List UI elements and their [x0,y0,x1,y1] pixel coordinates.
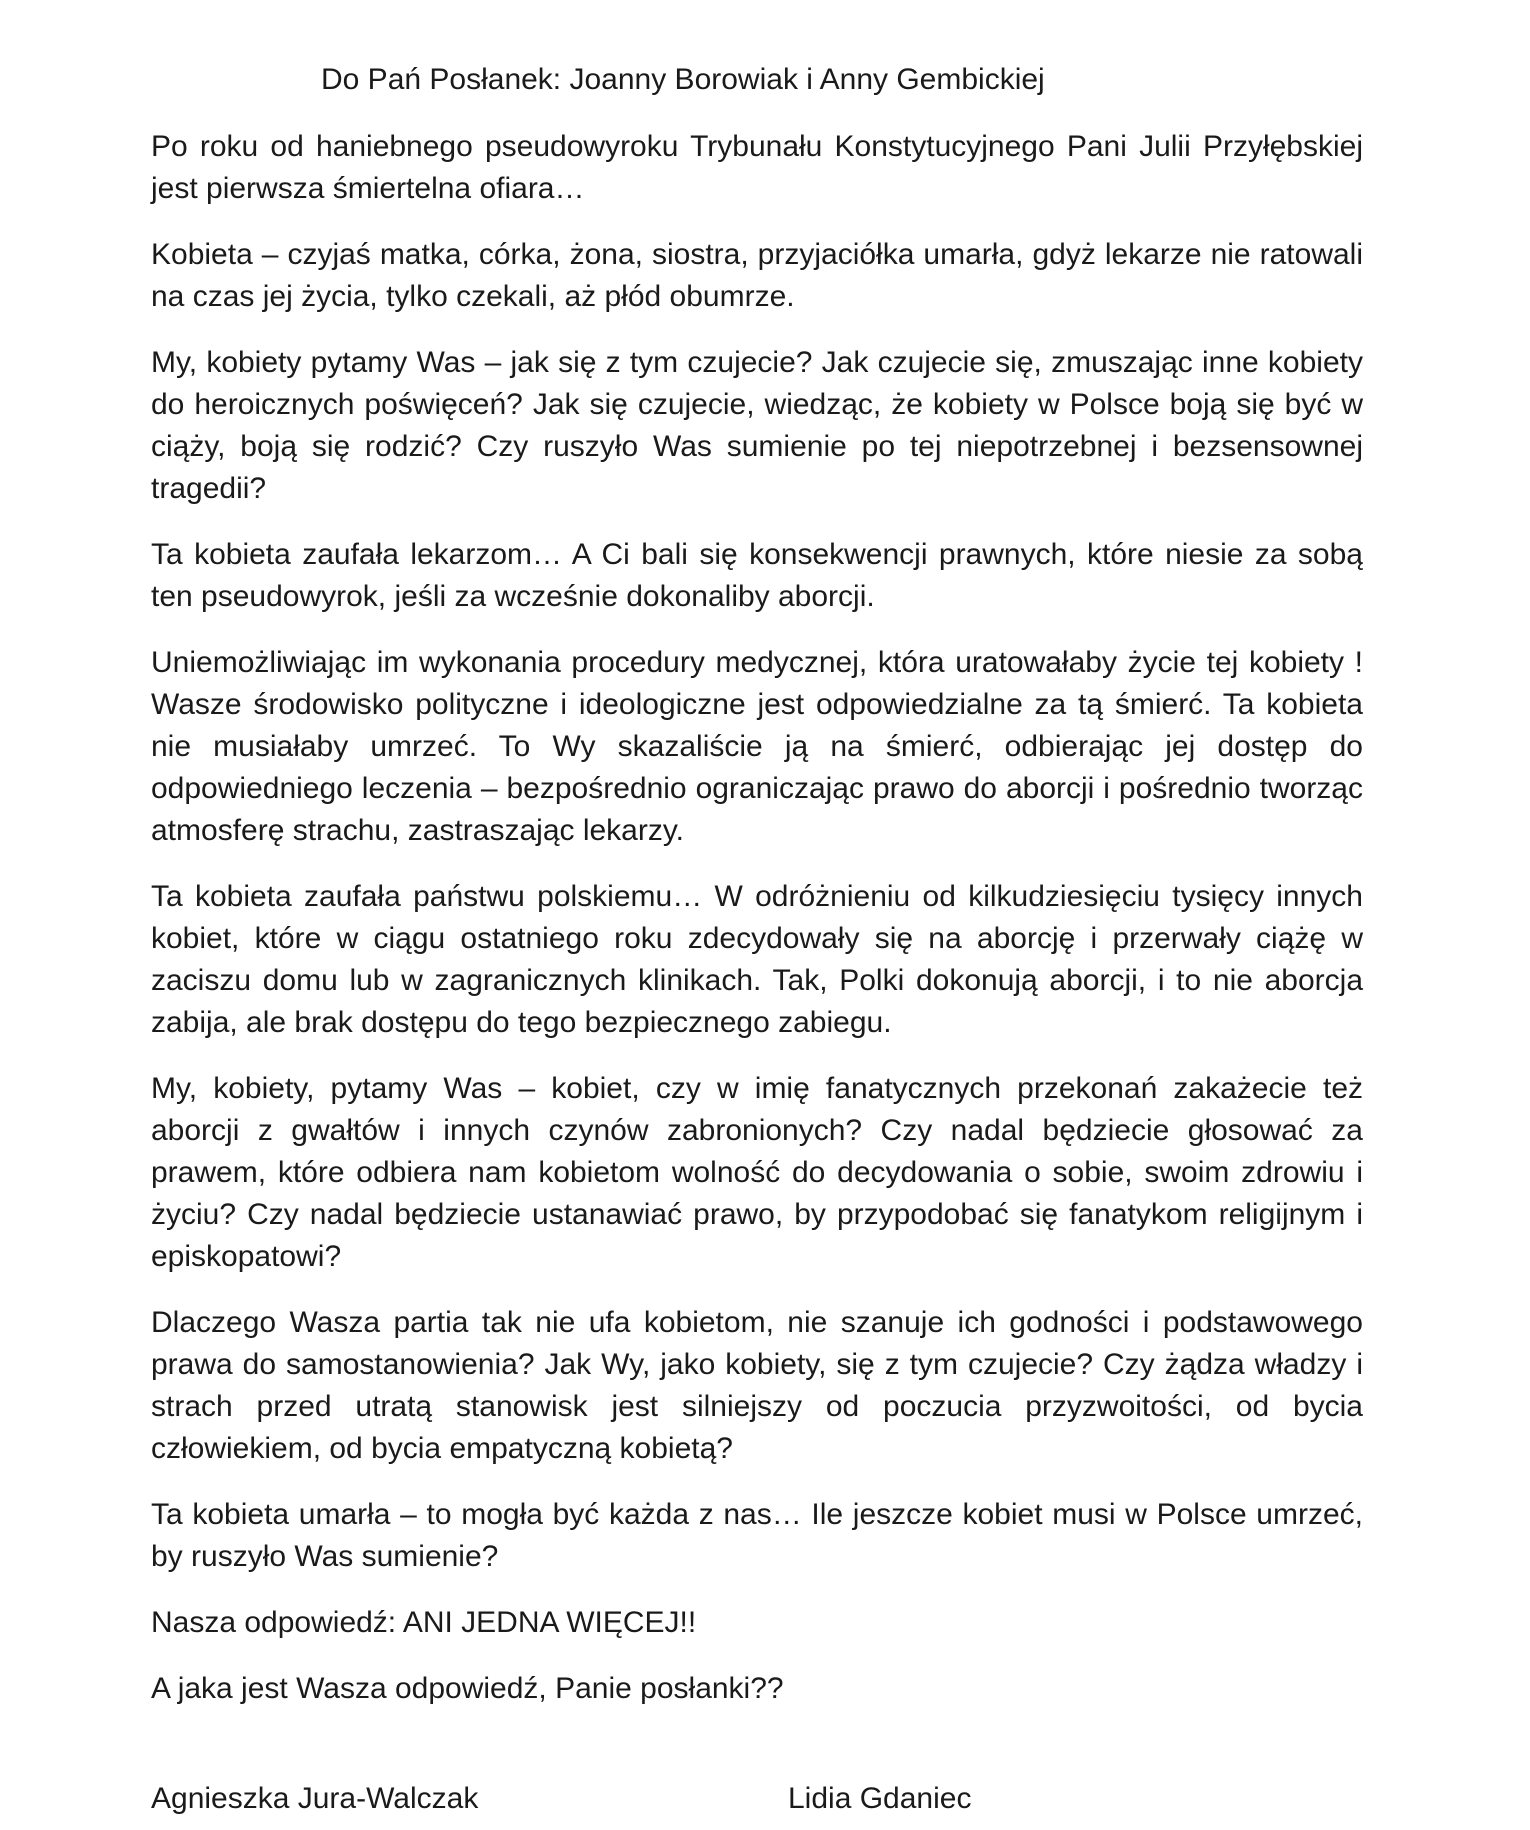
paragraph-1: Po roku od haniebnego pseudowyroku Trybunału Konstytucyjnego Pani Julii Przyłębskiej jest pierwsza śmiertelna ofiara… [151,130,1363,205]
paragraph-7: My, kobiety, pytamy Was – kobiet, czy w imię fanatycznych przekonań zakażecie też aborcji z gwałtów i innych czynów zabronionych? Czy nadal będziecie głosować za prawem, które odbiera nam kobietom wolność do decydowania o sobie, swoim zdrowiu i życiu? Czy nadal będziecie ustanawiać prawo, by przypodobać się fanatykom religijnym i episkopatowi? [151,1072,1363,1273]
paragraph-5: Uniemożliwiając im wykonania procedury medycznej, która uratowałaby życie tej kobiety ! Wasze środowisko polityczne i ideologiczne jest odpowiedzialne za tą śmierć. Ta kobieta nie musiałaby umrzeć. To Wy skazaliście ją na śmierć, odbierając jej dostęp do odpowiedniego leczenia – bezpośrednio ograniczając prawo do aborcji i pośrednio tworząc atmosferę strachu, zastraszając lekarzy. [151,646,1363,847]
paragraph-3: My, kobiety pytamy Was – jak się z tym czujecie? Jak czujecie się, zmuszając inne kobiety do heroicznych poświęceń? Jak się czujecie, wiedząc, że kobiety w Polsce boją się być w ciąży, boją się rodzić? Czy ruszyło Was sumienie po tej niepotrzebnej i bezsensownej tragedii? [151,346,1363,505]
signatures [151,1778,1363,1820]
paragraph-11: A jaka jest Wasza odpowiedź, Panie posłanki?? [151,1672,784,1705]
signature-right: Lidia Gdaniec [788,1782,972,1815]
paragraph-8: Dlaczego Wasza partia tak nie ufa kobietom, nie szanuje ich godności i podstawowego prawa do samostanowienia? Jak Wy, jako kobiety, się z tym czujecie? Czy żądza władzy i strach przed utratą stanowisk jest silniejszy od poczucia przyzwoitości, od bycia człowiekiem, od bycia empatyczną kobietą? [151,1306,1363,1465]
paragraph-4: Ta kobieta zaufała lekarzom… A Ci bali się konsekwencji prawnych, które niesie za sobą ten pseudowyrok, jeśli za wcześnie dokonaliby aborcji. [151,538,1363,613]
letter-body [151,126,1363,1734]
paragraph-9: Ta kobieta umarła – to mogła być każda z nas… Ile jeszcze kobiet musi w Polsce umrzeć, by ruszyło Was sumienie? [151,1498,1363,1573]
paragraph-10: Nasza odpowiedź: ANI JEDNA WIĘCEJ!! [151,1606,697,1639]
letter-addressee: Do Pań Posłanek: Joanny Borowiak i Anny Gembickiej [321,63,1045,96]
paragraph-6: Ta kobieta zaufała państwu polskiemu… W odróżnieniu od kilkudziesięciu tysięcy innych kobiet, które w ciągu ostatniego roku zdecydowały się na aborcję i przerwały ciążę w zaciszu domu lub w zagranicznych klinikach. Tak, Polki dokonują aborcji, i to nie aborcja zabija, ale brak dostępu do tego bezpiecznego zabiegu. [151,880,1363,1039]
signature-left: Agnieszka Jura-Walczak [151,1782,479,1815]
paragraph-2: Kobieta – czyjaś matka, córka, żona, siostra, przyjaciółka umarła, gdyż lekarze nie ratowali na czas jej życia, tylko czekali, aż płód obumrze. [151,238,1363,313]
